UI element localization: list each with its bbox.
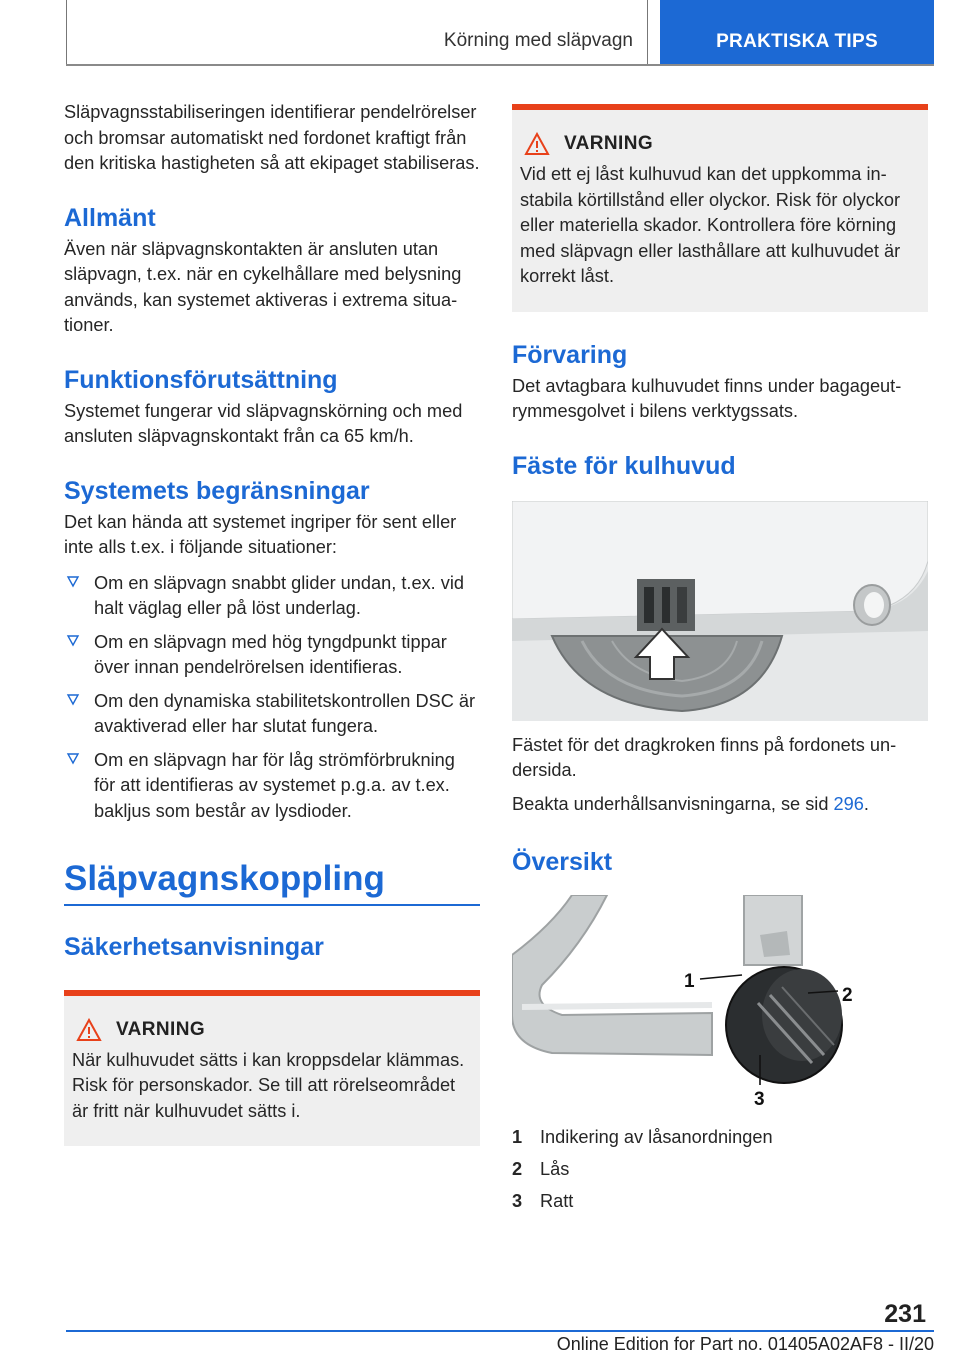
intro-paragraph: Släpvagnsstabiliseringen identifierar pendelrörelser och bromsar automatiskt ned fordonet kraftigt från den kritiska hastigheten så att ekipaget stabiliseras.	[64, 102, 480, 173]
header-section-title: Körning med släpvagn	[443, 30, 633, 51]
header-rule	[66, 64, 934, 66]
legend-number: 3	[512, 1191, 523, 1211]
triangle-bullet-icon	[66, 634, 80, 648]
heading-forvaring: Förvaring	[512, 340, 628, 369]
list-item: Om en släpvagn med hög tyngdpunkt tippar över innan pendelrörelsen identifieras.	[64, 630, 480, 681]
warning-header	[72, 1018, 472, 1042]
beakta-paragraph: Beakta underhållsanvisningarna, se sid 296.	[512, 793, 869, 814]
warning-box-2	[512, 104, 928, 312]
legend-number: 1	[512, 1127, 523, 1147]
chapter-title: Släpvagnskoppling	[64, 859, 385, 898]
chapter-rule	[64, 904, 480, 906]
page-number: 231	[884, 1300, 926, 1328]
overview-legend	[512, 1121, 928, 1217]
funktion-paragraph: Systemet fungerar vid släpvagnskörning och med ansluten släpvagnskontakt från ca 65 km/h.	[64, 400, 463, 446]
warning-label: VARNING	[564, 133, 654, 154]
limitations-list	[64, 571, 480, 825]
warning-label: VARNING	[116, 1018, 206, 1040]
legend-text: Ratt	[540, 1191, 574, 1211]
ball-head-illustration	[512, 895, 928, 1111]
page-reference-link[interactable]: 296	[833, 793, 864, 814]
legend-number: 2	[512, 1159, 523, 1179]
legend-row	[512, 1121, 928, 1153]
header-chapter-title: PRAKTISKA TIPS	[716, 31, 878, 52]
callout-2: 2	[842, 985, 853, 1006]
list-item: Om den dynamiska stabilitetskontrollen DSC är avaktiverad eller har slutat fungera.	[64, 689, 480, 740]
hitch-mount-drawing	[512, 501, 928, 721]
warning-text: Vid ett ej låst kulhuvud kan det uppkomma instabila körtillstånd eller olyckor. Risk för olyckor eller materiella skador. Kontrollera före körning med släpvagn eller lasthållare att kulhuvudet är korrekt låst.	[520, 164, 901, 286]
allmant-paragraph: Även när släpvagnskontakten är ansluten utan släpvagn, t.ex. när en cykelhållare med belysning används, kan systemet aktiveras i extrema situationer.	[64, 238, 462, 335]
header-section-tab	[66, 0, 648, 65]
warning-header	[520, 132, 920, 156]
forvaring-paragraph: Det avtagbara kulhuvudet finns under bagageutrymmesgolvet i bilens verktygssats.	[512, 375, 902, 421]
footer-rule	[66, 1330, 934, 1332]
heading-faste: Fäste för kulhuvud	[512, 451, 736, 480]
legend-text: Indikering av låsanordningen	[540, 1127, 773, 1147]
footer-edition: Online Edition for Part no. 01405A02AF8 - II/20	[556, 1334, 934, 1354]
hitch-mount-illustration	[512, 501, 928, 721]
ball-head-drawing	[512, 895, 928, 1111]
triangle-bullet-icon	[66, 752, 80, 766]
heading-begransningar: Systemets begränsningar	[64, 476, 370, 505]
left-column	[64, 100, 480, 1146]
warning-text: När kulhuvudet sätts i kan kroppsdelar klämmas. Risk för personskador. Se till att rörelseområdet är fritt när kulhuvudet sätts i.	[72, 1049, 465, 1121]
list-item: Om en släpvagn har för låg strömförbrukning för att identifieras av systemet p.g.a. av t.ex. bakljus som består av lysdioder.	[64, 748, 480, 825]
heading-oversikt: Översikt	[512, 848, 613, 876]
warning-triangle-icon	[524, 132, 550, 156]
right-column	[512, 104, 928, 1217]
faste-paragraph: Fästet för det dragkroken finns på fordonets undersida.	[512, 734, 897, 780]
legend-row	[512, 1185, 928, 1217]
heading-allmant: Allmänt	[64, 203, 156, 232]
header-chapter-tab	[660, 0, 934, 65]
legend-row	[512, 1153, 928, 1185]
warning-box-1	[64, 990, 480, 1147]
warning-triangle-icon	[76, 1018, 102, 1042]
heading-funktionsforutsattning: Funktionsförutsättning	[64, 365, 338, 394]
callout-1: 1	[684, 971, 695, 992]
list-item: Om en släpvagn snabbt glider undan, t.ex. vid halt väglag eller på löst underlag.	[64, 571, 480, 622]
triangle-bullet-icon	[66, 575, 80, 589]
legend-text: Lås	[540, 1159, 570, 1179]
begransningar-paragraph: Det kan hända att systemet ingriper för sent eller inte alls t.ex. i följande situationer:	[64, 511, 457, 557]
triangle-bullet-icon	[66, 693, 80, 707]
heading-sakerhetsanvisningar: Säkerhetsanvisningar	[64, 932, 324, 961]
callout-3: 3	[754, 1089, 765, 1110]
